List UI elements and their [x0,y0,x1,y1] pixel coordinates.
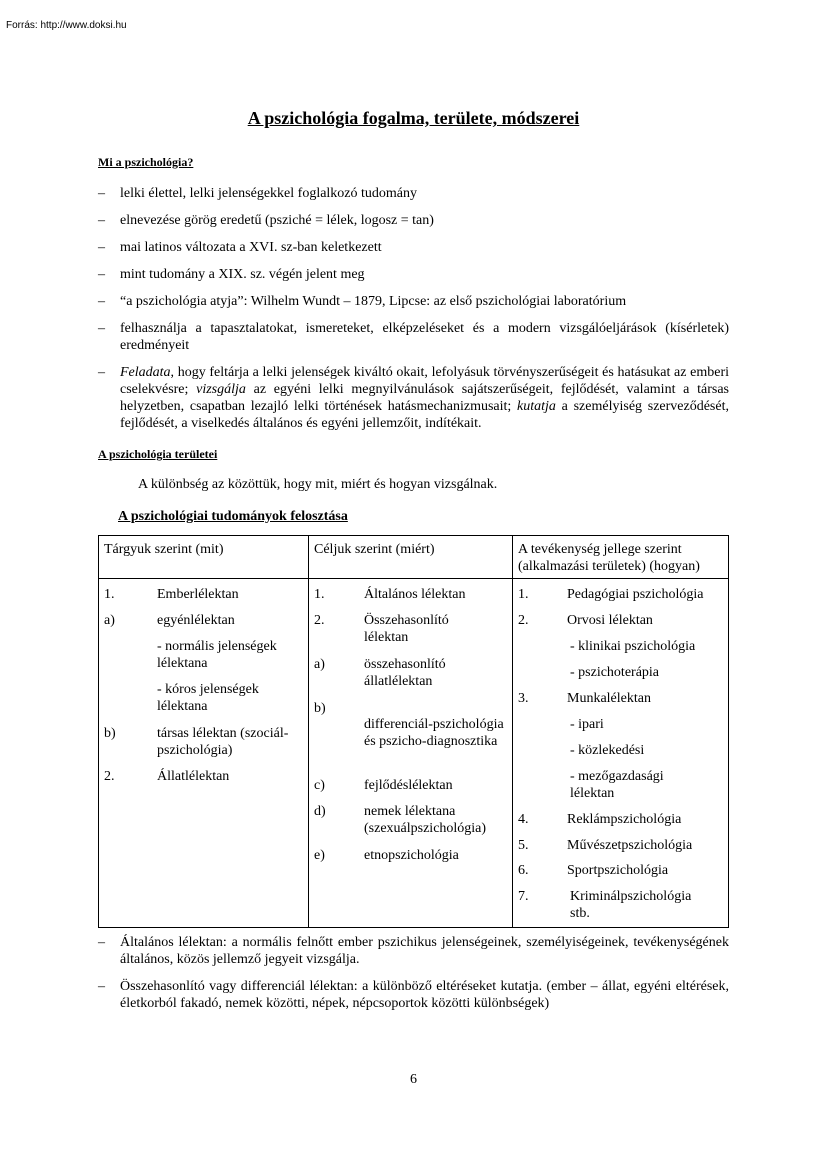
task-text [120,364,729,432]
cell-marker: d) [314,804,326,819]
task-text-part: , hogy feltárja a lelki jelenségek kiváltó okait, lefolyásuk törvényszerűségeit és hatásukat az emberi cselekvésre; [120,365,729,397]
task-keyword: vizsgálja [196,382,246,397]
table-border [98,535,729,536]
cell-text: differenciál-pszichológia és pszicho-diagnosztika [364,717,504,749]
bullet-text: mai latinos változata a XVI. sz-ban keletkezett [120,240,382,255]
cell-text: Reklámpszichológia [567,812,682,827]
cell-marker: 3. [518,691,529,706]
cell-text: Művészetpszichológia [567,838,693,853]
cell-text: összehasonlító állatlélektan [364,657,446,689]
cell-text: Kriminálpszichológia stb. [570,889,692,921]
table-header-cell: A tevékenység jellege szerint (alkalmazási területek) (hogyan) [518,542,700,574]
cell-marker: a) [104,613,115,628]
cell-marker: 2. [104,769,115,784]
cell-text: Emberlélektan [157,587,239,602]
list-item [98,239,729,256]
list-item [98,934,729,968]
cell-marker: 7. [518,889,529,904]
cell-text: - közlekedési [570,743,645,758]
bullet-text: Általános lélektan: a normális felnőtt ember pszichikus jelenségeinek, személyiségeinek, tevékenységének általános, közös jellemző jegyeit vizsgálja. [120,935,729,967]
cell-marker: e) [314,848,325,863]
cell-marker: 1. [104,587,115,602]
table-border [98,927,729,928]
cell-marker: a) [314,657,325,672]
section-heading-what-is-psychology: Mi a pszichológia? [98,155,194,169]
bullet-text: elnevezése görög eredetű (psziché = lélek, logosz = tan) [120,213,434,228]
cell-marker: b) [104,726,116,741]
bullet-text: Összehasonlító vagy differenciál lélektan: a különböző eltéréseket kutatja. (ember – állat, egyéni eltérések, életkorból fakadó, nemek közötti, népek, népcsoportok közötti különbségek) [120,979,729,1011]
cell-text: etnopszichológia [364,848,459,863]
bullet-dash: – [98,186,105,201]
table-header-cell: Tárgyuk szerint (mit) [104,542,224,557]
cell-marker: 1. [314,587,325,602]
table-header-cell: Céljuk szerint (miért) [314,542,435,557]
table-border [728,535,729,928]
cell-text: Sportpszichológia [567,863,669,878]
task-text-part: a személyiség szerveződését, fejlődését, a viselkedés általános és egyéni jellemzőit, indítékait. [120,399,729,431]
task-paragraph [98,364,729,432]
bullet-text: “a pszichológia atyja”: Wilhelm Wundt – 1879, Lipcse: az első pszichológiai laboratórium [120,294,627,309]
list-item [98,266,729,283]
task-text-part: az egyéni lelki megnyilvánulások sajátszerűségeit, fejlődését, valamint a társas helyzetben, csapatban lezajló lelki történések hatásmechanizmusait; [120,382,729,414]
list-item [98,185,729,202]
cell-text: - pszichoterápia [570,665,660,680]
cell-text: - klinikai pszichológia [570,639,696,654]
list-item [98,978,729,1012]
cell-text: fejlődéslélektan [364,778,453,793]
bullet-text: mint tudomány a XIX. sz. végén jelent meg [120,267,365,282]
cell-text: - kóros jelenségek lélektana [157,682,259,714]
classification-table [98,535,729,928]
table-border [98,535,99,928]
cell-marker: 1. [518,587,529,602]
cell-text: egyénlélektan [157,613,235,628]
section-heading-areas: A pszichológia területei [98,447,218,461]
cell-text: - ipari [570,717,604,732]
cell-text: Általános lélektan [364,587,466,602]
page-number: 6 [410,1072,417,1087]
list-item [98,320,729,354]
cell-text: Orvosi lélektan [567,613,653,628]
cell-marker: 4. [518,812,529,827]
table-heading: A pszichológiai tudományok felosztása [118,509,348,524]
bullet-text: felhasználja a tapasztalatokat, ismereteket, elképzeléseket és a modern vizsgálóeljárások (kísérletek) eredményeit [120,321,729,353]
list-item [98,212,729,229]
bullet-dash: – [98,321,105,336]
bullet-dash: – [98,240,105,255]
list-item [98,293,729,310]
cell-text: nemek lélektana (szexuálpszichológia) [364,804,487,836]
bullet-text: lelki élettel, lelki jelenségekkel foglalkozó tudomány [120,186,418,201]
areas-intro-text: A különbség az közöttük, hogy mit, miért és hogyan vizsgálnak. [138,477,498,492]
table-border [308,535,309,928]
cell-text: Pedagógiai pszichológia [567,587,704,602]
cell-marker: 5. [518,838,529,853]
cell-text: társas lélektan (szociál-pszichológia) [157,726,289,758]
bullet-dash: – [98,213,105,228]
page-title: A pszichológia fogalma, területe, módszerei [247,108,580,128]
table-border [512,535,513,928]
cell-marker: 2. [518,613,529,628]
task-keyword: kutatja [517,399,556,414]
cell-marker: c) [314,778,325,793]
cell-marker: 6. [518,863,529,878]
bullet-dash: – [98,979,105,994]
cell-text: Állatlélektan [157,769,230,784]
table-border [98,578,729,579]
cell-text: - normális jelenségek lélektana [157,639,277,671]
cell-text: Munkalélektan [567,691,651,706]
task-keyword: Feladata [120,365,171,380]
bullet-dash: – [98,267,105,282]
source-label: Forrás: http://www.doksi.hu [6,20,127,31]
cell-text: Összehasonlító lélektan [364,613,449,645]
bullet-dash: – [98,935,105,950]
cell-marker: 2. [314,613,325,628]
cell-marker: b) [314,701,326,716]
bullet-dash: – [98,365,105,380]
cell-text: - mezőgazdasági lélektan [570,769,664,801]
bullet-dash: – [98,294,105,309]
